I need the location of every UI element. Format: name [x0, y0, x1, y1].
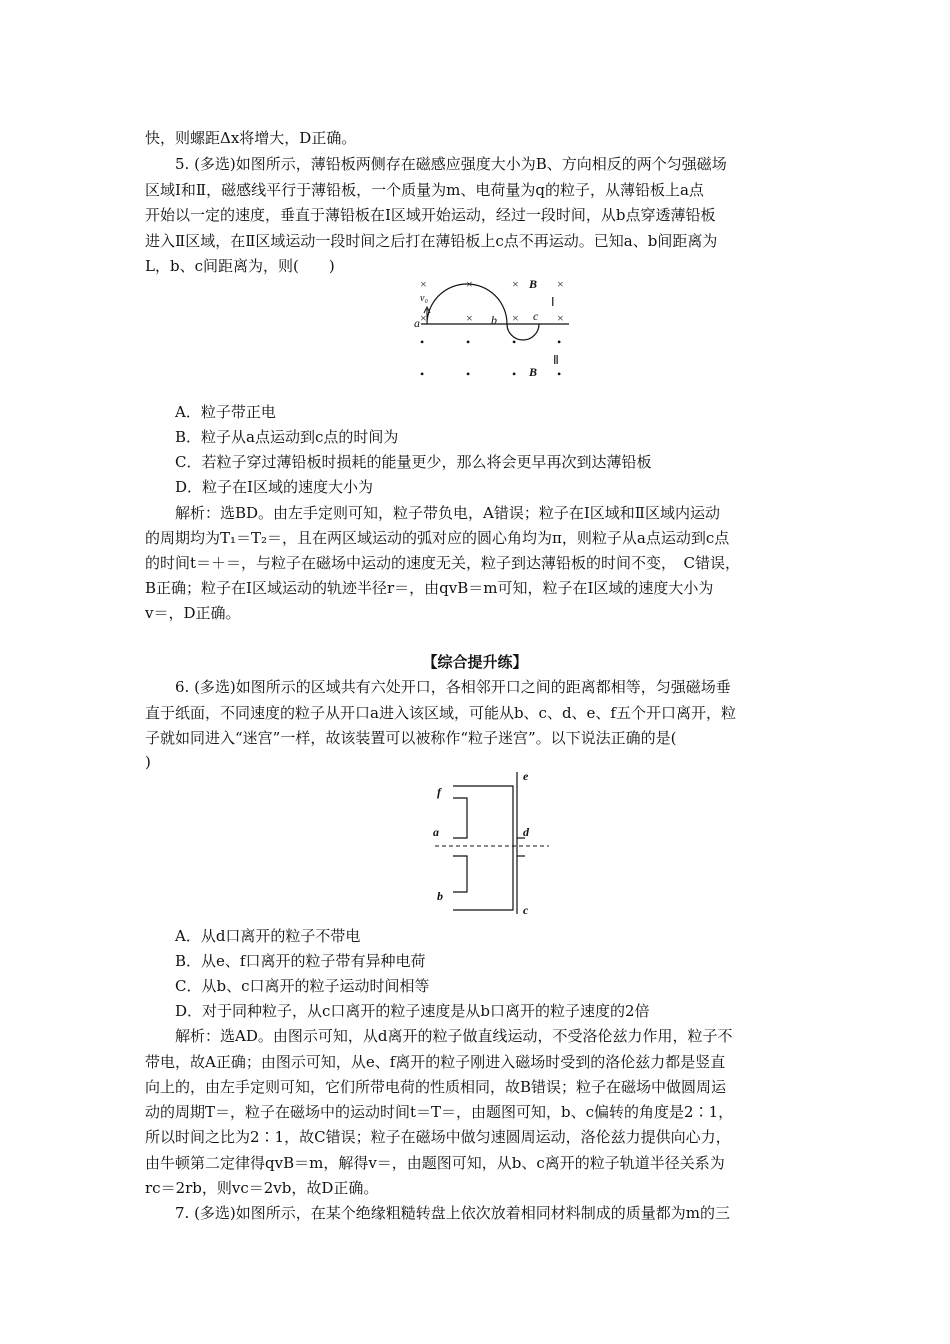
dot-mark: • — [557, 335, 562, 349]
q6-analysis-line: rc＝2rb，则vc＝2vb，故D正确。 — [145, 1179, 379, 1197]
dot-mark: • — [466, 367, 471, 381]
dot-mark: • — [420, 335, 425, 349]
maze-lower-notch — [453, 856, 467, 892]
q5-option-d: D．粒子在Ⅰ区域的速度大小为 — [175, 478, 373, 496]
cross-mark: × — [420, 311, 427, 325]
q6-analysis-line: 所以时间之比为2∶1，故C错误；粒子在磁场中做匀速圆周运动，洛伦兹力提供向心力， — [145, 1128, 731, 1146]
q7-line: 7. (多选)如图所示，在某个绝缘粗糙转盘上依次放着相同材料制成的质量都为m的三 — [175, 1204, 731, 1222]
dot-mark: • — [512, 335, 517, 349]
opening-f-label: f — [437, 785, 441, 799]
point-a-label: a — [414, 316, 420, 330]
q6-line: 子就如同进入“迷宫”一样，故该装置可以被称作“粒子迷宫”。以下说法正确的是( — [145, 729, 677, 747]
q5-analysis-line: v＝，D正确。 — [145, 604, 241, 622]
q6-analysis-line: 向上的，由左手定则可知，它们所带电荷的性质相同，故B错误；粒子在磁场中做圆周运 — [145, 1078, 727, 1096]
q5-analysis-line: B正确；粒子在Ⅰ区域运动的轨迹半径r＝，由qvB＝m可知，粒子在Ⅰ区域的速度大小为 — [145, 579, 714, 597]
q6-option-c: C．从b、c口离开的粒子运动时间相等 — [175, 977, 430, 995]
cross-mark: × — [512, 277, 519, 291]
q5-option-a: A．粒子带正电 — [175, 403, 276, 421]
q6-line: 6. (多选)如图所示的区域共有六处开口，各相邻开口之间的距离都相等，匀强磁场垂 — [175, 678, 731, 696]
cross-mark: × — [466, 277, 473, 291]
q6-figure — [425, 768, 555, 918]
section-heading: 【综合提升练】 — [422, 653, 528, 671]
cross-mark: × — [512, 311, 519, 325]
q6-analysis-line: 带电，故A正确；由图示可知，从e、f离开的粒子刚进入磁场时受到的洛伦兹力都是竖直 — [145, 1053, 726, 1071]
opening-e-label: e — [523, 769, 529, 783]
q6-analysis-line: 解析：选AD。由图示可知，从d离开的粒子做直线运动，不受洛伦兹力作用，粒子不 — [175, 1027, 733, 1045]
opening-c-label: c — [523, 903, 529, 917]
cross-mark: × — [557, 311, 564, 325]
cross-mark: × — [466, 311, 473, 325]
q5-option-c: C．若粒子穿过薄铅板时损耗的能量更少，那么将会更早再次到达薄铅板 — [175, 453, 652, 471]
region-label-1: Ⅰ — [551, 295, 555, 309]
point-c-label: c — [533, 309, 539, 323]
q5-line: 区域Ⅰ和Ⅱ，磁感线平行于薄铅板，一个质量为m、电荷量为q的粒子，从薄铅板上a点 — [145, 181, 704, 199]
q6-option-d: D．对于同种粒子，从c口离开的粒子速度是从b口离开的粒子速度的2倍 — [175, 1002, 650, 1020]
q5-analysis-line: 的时间t＝＋＝，与粒子在磁场中运动的速度无关，粒子到达薄铅板的时间不变， C错误， — [145, 554, 741, 572]
q5-line: L，b、c间距离为，则( ) — [145, 257, 335, 275]
q5-line: 5. (多选)如图所示，薄铅板两侧存在磁感应强度大小为B、方向相反的两个匀强磁场 — [175, 155, 727, 173]
q5-analysis-line: 的周期均为T₁＝T₂＝，且在两区域运动的弧对应的圆心角均为π，则粒子从a点运动到c点 — [145, 529, 730, 547]
q5-option-b: B．粒子从a点运动到c点的时间为 — [175, 428, 399, 446]
q6-line: ) — [145, 753, 151, 771]
dot-mark: • — [512, 367, 517, 381]
field-label-b: B — [529, 365, 538, 379]
dot-mark: • — [466, 335, 471, 349]
q6-analysis-line: 动的周期T＝，粒子在磁场中的运动时间t＝T＝，由题图可知，b、c偏转的角度是2∶1， — [145, 1103, 734, 1121]
cross-mark: × — [557, 277, 564, 291]
region-label-2: Ⅱ — [553, 353, 559, 367]
continuation-line: 快，则螺距Δx将增大，D正确。 — [145, 129, 357, 147]
field-label-b: B — [529, 277, 538, 291]
opening-a-label: a — [433, 825, 439, 839]
q5-line: 进入Ⅱ区域，在Ⅱ区域运动一段时间之后打在薄铅板上c点不再运动。已知a、b间距离为 — [145, 232, 718, 250]
q6-option-b: B．从e、f口离开的粒子带有异种电荷 — [175, 952, 426, 970]
q6-line: 直于纸面，不同速度的粒子从开口a进入该区域，可能从b、c、d、e、f五个开口离开，粒 — [145, 704, 736, 722]
dot-mark: • — [420, 367, 425, 381]
q5-analysis-line: 解析：选BD。由左手定则可知，粒子带负电，A错误；粒子在Ⅰ区域和Ⅱ区域内运动 — [175, 504, 721, 522]
q6-analysis-line: 由牛顿第二定律得qvB＝m，解得v＝，由题图可知，从b、c离开的粒子轨道半径关系为 — [145, 1154, 725, 1172]
q5-figure — [405, 272, 585, 382]
opening-d-label: d — [523, 825, 529, 839]
velocity-label: v₀ — [420, 293, 428, 304]
opening-b-label: b — [437, 889, 443, 903]
q5-line: 开始以一定的速度，垂直于薄铅板在Ⅰ区域开始运动，经过一段时间，从b点穿透薄铅板 — [145, 206, 716, 224]
cross-mark: × — [420, 277, 427, 291]
maze-upper-notch — [453, 798, 467, 838]
dot-mark: • — [557, 367, 562, 381]
q6-option-a: A．从d口离开的粒子不带电 — [175, 927, 361, 945]
point-b-label: b — [491, 313, 497, 327]
